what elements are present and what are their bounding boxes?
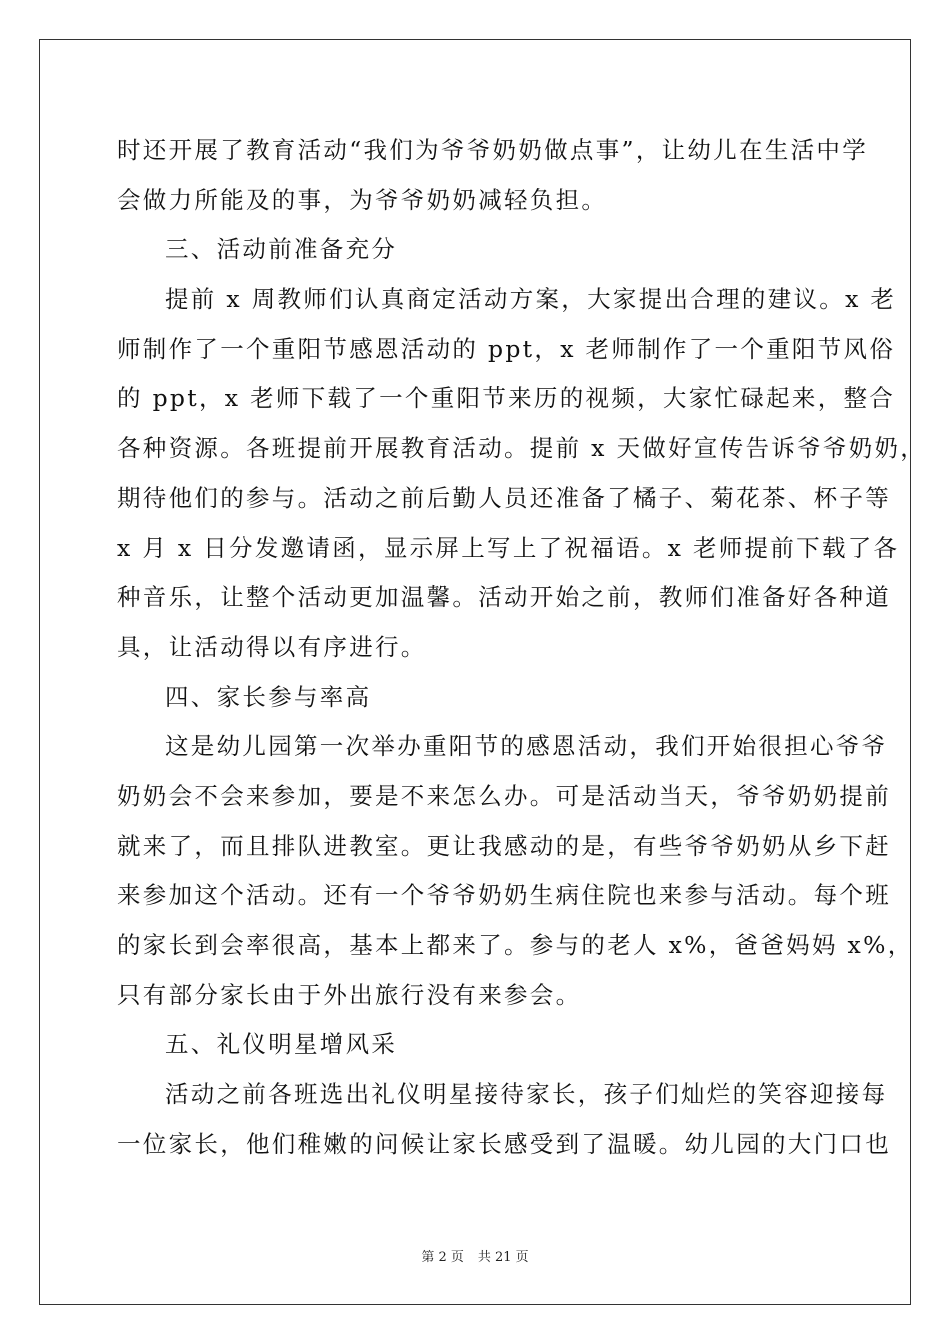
text-line: 时还开展了教育活动“我们为爷爷奶奶做点事”，让幼儿在生活中学 (117, 136, 869, 164)
text-line: 这是幼儿园第一次举办重阳节的感恩活动，我们开始很担心爷爷 (165, 732, 888, 761)
section-heading: 四、家长参与率高 (165, 682, 372, 711)
page-footer (0, 1246, 950, 1265)
document-body (117, 126, 927, 1169)
section-heading: 五、礼仪明星增风采 (165, 1030, 398, 1059)
text-line: 来参加这个活动。还有一个爷爷奶奶生病住院也来参与活动。每个班 (117, 881, 891, 910)
text-line: 活动之前各班选出礼仪明星接待家长，孩子们灿烂的笑容迎接每 (165, 1080, 888, 1109)
text-line: 会做力所能及的事，为爷爷奶奶减轻负担。 (117, 185, 608, 214)
page-total: 共 21 页 (477, 1250, 529, 1265)
text-line: 一位家长，他们稚嫩的问候让家长感受到了温暖。幼儿园的大门口也 (117, 1129, 891, 1158)
text-line: 师制作了一个重阳节感恩活动的 ppt，x 老师制作了一个重阳节风俗 (117, 334, 896, 363)
text-line: 种音乐，让整个活动更加温馨。活动开始之前，教师们准备好各种道 (117, 583, 891, 612)
text-line: 只有部分家长由于外出旅行没有来参会。 (117, 980, 582, 1009)
text-line: 就来了，而且排队进教室。更让我感动的是，有些爷爷奶奶从乡下赶 (117, 831, 891, 860)
text-line: 的 ppt，x 老师下载了一个重阳节来历的视频，大家忙碌起来，整合 (117, 384, 896, 413)
text-line: 具，让活动得以有序进行。 (117, 632, 427, 661)
text-line: 奶奶会不会来参加，要是不来怎么办。可是活动当天，爷爷奶奶提前 (117, 781, 891, 810)
section-heading: 三、活动前准备充分 (165, 235, 398, 264)
page-number: 第 2 页 (421, 1250, 464, 1265)
text-line: x 月 x 日分发邀请函，显示屏上写上了祝福语。x 老师提前下载了各 (117, 533, 900, 562)
text-line: 的家长到会率很高，基本上都来了。参与的老人 x%，爸爸妈妈 x%， (117, 931, 914, 959)
text-line: 提前 x 周教师们认真商定活动方案，大家提出合理的建议。x 老 (165, 285, 897, 314)
text-line: 各种资源。各班提前开展教育活动。提前 x 天做好宣传告诉爷爷奶奶， (117, 434, 927, 463)
text-line: 期待他们的参与。活动之前后勤人员还准备了橘子、菊花茶、杯子等 (117, 483, 891, 512)
